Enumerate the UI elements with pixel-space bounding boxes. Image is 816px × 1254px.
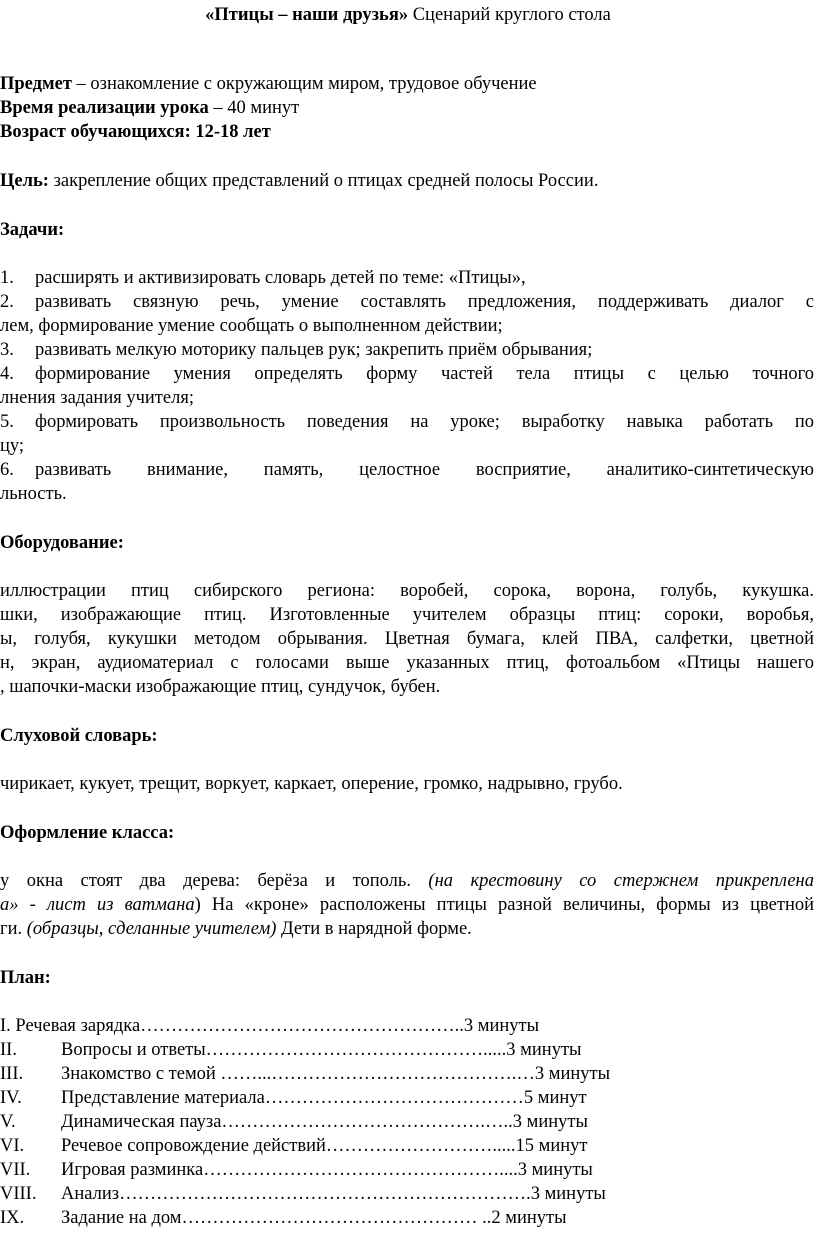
title-rest: Сценарий круглого стола xyxy=(408,5,611,25)
plan-item xyxy=(0,1038,581,1062)
plan-number: VI. xyxy=(0,1136,25,1156)
title-bold: «Птицы – наши друзья» xyxy=(205,5,409,25)
plan-text: Динамическая пауза…………………………………….…..3 минуты xyxy=(61,1112,588,1132)
vocabulary-heading: Слуховой словарь: xyxy=(0,726,158,746)
plan-text: Речевая зарядка……………………………………………..3 минуты xyxy=(15,1016,540,1036)
plan-number: VIII. xyxy=(0,1184,37,1204)
plan-number: IX. xyxy=(0,1208,25,1228)
task-continuation: лем, формирование умение сообщать о выполненном действии; xyxy=(0,316,503,336)
task-number: 2. xyxy=(0,292,14,312)
plan-number: I. xyxy=(0,1016,11,1036)
equipment-text-line: шки, изображающие птиц. Изготовленные учителем образцы птиц: сороки, воробья, xyxy=(0,605,814,625)
task-number: 6. xyxy=(0,460,14,480)
equipment-text-line: иллюстрации птиц сибирского региона: воробей, сорока, ворона, голубь, кукушка. xyxy=(0,581,814,601)
plan-text: Представление материала……………………………………5 минут xyxy=(61,1088,587,1108)
goal-value: закрепление общих представлений о птицах средней полосы России. xyxy=(48,171,599,191)
plan-text: Задание на дом………………………………………… ..2 минуты xyxy=(61,1208,567,1228)
plan-text: Знакомство с темой ……...………………………………….…3 минуты xyxy=(61,1064,611,1084)
age-line xyxy=(0,120,271,144)
time-label: Время реализации урока xyxy=(0,98,209,118)
plan-text: Анализ………………………………………………………….3 минуты xyxy=(61,1184,606,1204)
vocabulary-text: чирикает, кукует, трещит, воркует, каркает, оперение, громко, надрывно, грубо. xyxy=(0,774,623,794)
subject-value: – ознакомление с окружающим миром, трудовое обучение xyxy=(71,74,537,94)
task-item xyxy=(0,362,816,386)
task-number: 4. xyxy=(0,364,14,384)
classroom-text-line: у окна стоят два дерева: берёза и тополь. (на крестовину со стержнем прикреплена xyxy=(0,871,814,891)
plan-number: II. xyxy=(0,1040,17,1060)
task-item xyxy=(0,266,526,290)
task-text: формирование умения определять форму частей тела птицы с целью точного xyxy=(35,364,814,384)
task-text: развивать связную речь, умение составлять предложения, поддерживать диалог с xyxy=(35,292,814,312)
plan-item xyxy=(0,1110,588,1134)
task-item xyxy=(0,458,816,482)
task-item xyxy=(0,290,816,314)
plan-item xyxy=(0,1182,606,1206)
plan-item xyxy=(0,1062,610,1086)
plan-item xyxy=(0,1014,539,1038)
task-text: расширять и активизировать словарь детей по теме: «Птицы», xyxy=(35,268,526,288)
plan-number: IV. xyxy=(0,1088,22,1108)
task-continuation: льность. xyxy=(0,484,67,504)
time-value: – 40 минут xyxy=(208,98,300,118)
time-line xyxy=(0,96,299,120)
classroom-text-line: ги. (образцы, сделанные учителем) Дети в нарядной форме. xyxy=(0,919,472,939)
age-label: Возраст обучающихся: 12-18 лет xyxy=(0,122,271,142)
classroom-heading: Оформление класса: xyxy=(0,823,175,843)
task-continuation: лнения задания учителя; xyxy=(0,388,194,408)
task-number: 1. xyxy=(0,268,14,288)
task-text: развивать внимание, память, целостное восприятие, аналитико-синтетическую xyxy=(35,460,814,480)
plan-item xyxy=(0,1086,587,1110)
goal-label: Цель: xyxy=(0,171,49,191)
equipment-heading: Оборудование: xyxy=(0,533,124,553)
goal-line xyxy=(0,169,598,193)
classroom-text-line: а» - лист из ватмана) На «кроне» расположены птицы разной величины, формы из цветной xyxy=(0,895,814,915)
tasks-heading: Задачи: xyxy=(0,220,65,240)
equipment-text-line: н, экран, аудиоматериал с голосами выше указанных птиц, фотоальбом «Птицы нашего xyxy=(0,653,814,673)
page-title xyxy=(0,3,816,27)
plan-text: Игровая разминка…………………………………………....3 минуты xyxy=(61,1160,593,1180)
equipment-text-line: ы, голубя, кукушки методом обрывания. Цветная бумага, клей ПВА, салфетки, цветной xyxy=(0,629,814,649)
plan-number: VII. xyxy=(0,1160,31,1180)
task-number: 5. xyxy=(0,412,14,432)
subject-label: Предмет xyxy=(0,74,72,94)
plan-number: V. xyxy=(0,1112,16,1132)
task-item xyxy=(0,410,816,434)
plan-item xyxy=(0,1134,587,1158)
task-number: 3. xyxy=(0,340,14,360)
task-continuation: цу; xyxy=(0,436,25,456)
plan-text: Речевое сопровождение действий……………………….....15 минут xyxy=(61,1136,588,1156)
plan-text: Вопросы и ответы……………………………………….....3 минуты xyxy=(61,1040,582,1060)
task-item xyxy=(0,338,592,362)
task-text: формировать произвольность поведения на уроке; выработку навыка работать по xyxy=(35,412,814,432)
task-text: развивать мелкую моторику пальцев рук; закрепить приём обрывания; xyxy=(35,340,593,360)
plan-item xyxy=(0,1206,567,1230)
plan-number: III. xyxy=(0,1064,24,1084)
subject-line xyxy=(0,72,537,96)
equipment-text-line: , шапочки-маски изображающие птиц, сундучок, бубен. xyxy=(0,677,441,697)
plan-item xyxy=(0,1158,593,1182)
plan-heading: План: xyxy=(0,968,51,988)
